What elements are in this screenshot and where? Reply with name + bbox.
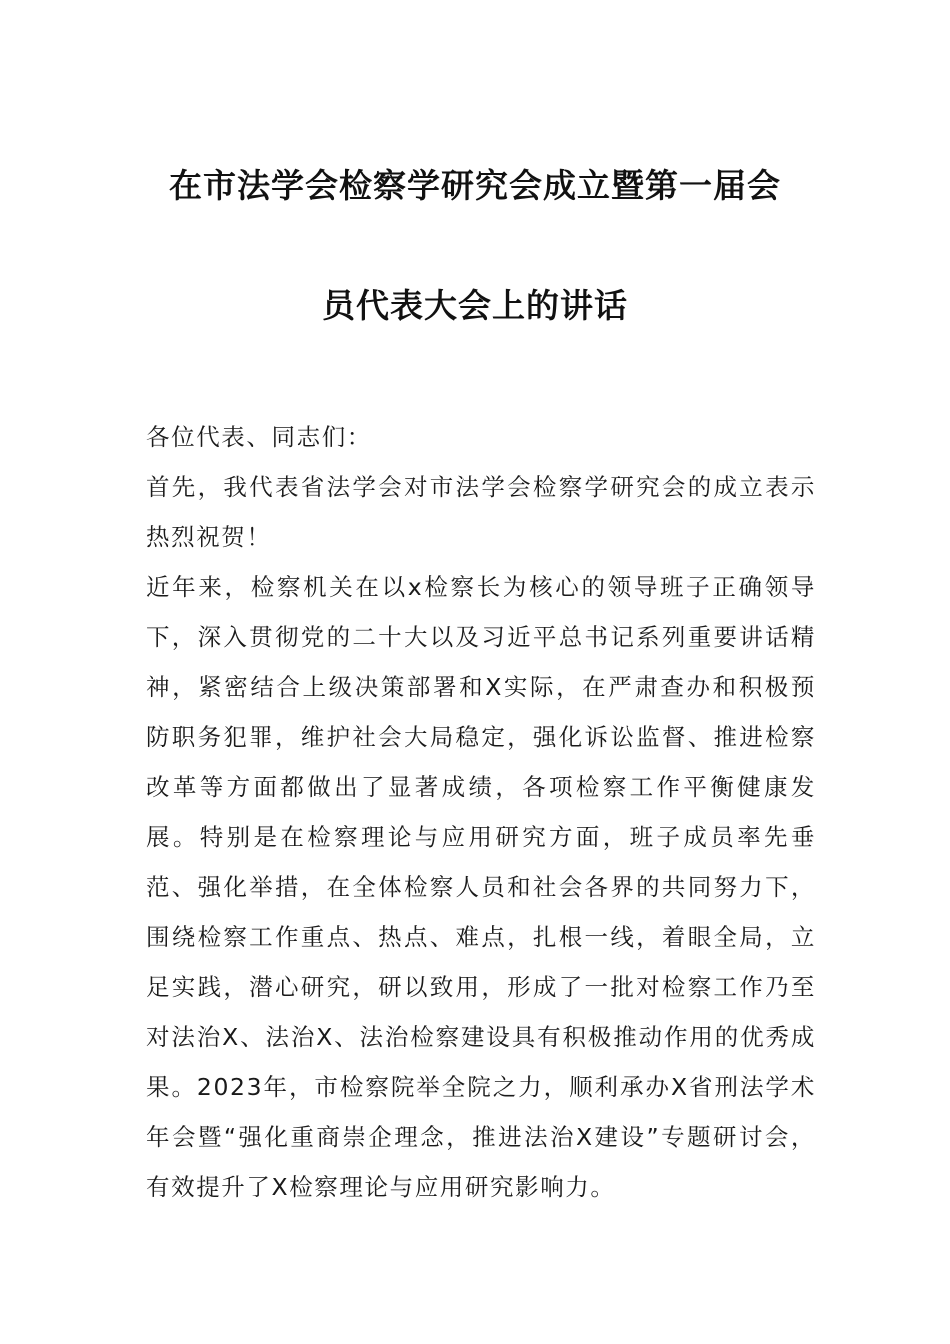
salutation: 各位代表、同志们： xyxy=(146,423,372,451)
paragraph-1: 首先，我代表省法学会对市法学会检察学研究会的成立表示热烈祝贺！ xyxy=(146,473,816,551)
document-title-line-2: 员代表大会上的讲话 xyxy=(322,286,628,325)
paragraph-2: 近年来，检察机关在以x检察长为核心的领导班子正确领导下，深入贯彻党的二十大以及习近平总书记系列重要讲话精神，紧密结合上级决策部署和X实际，在严肃查办和积极预防职务犯罪，维护社会大局稳定，强化诉讼监督、推进检察改革等方面都做出了显著成绩，各项检察工作平衡健康发展。特别是在检察理论与应用研究方面，班子成员率先垂范、强化举措，在全体检察人员和社会各界的共同努力下，围绕检察工作重点、热点、难点，扎根一线，着眼全局，立足实践，潜心研究，研以致用，形成了一批对检察工作乃至对法治X、法治X、法治检察建设具有积极推动作用的优秀成果。2023年，市检察院举全院之力，顺利承办X省刑法学术年会暨“强化重商崇企理念，推进法治X建设”专题研讨会，有效提升了X检察理论与应用研究影响力。 xyxy=(146,573,816,1201)
document-title-line-1: 在市法学会检察学研究会成立暨第一届会 xyxy=(169,166,781,205)
document-body xyxy=(146,412,816,1212)
